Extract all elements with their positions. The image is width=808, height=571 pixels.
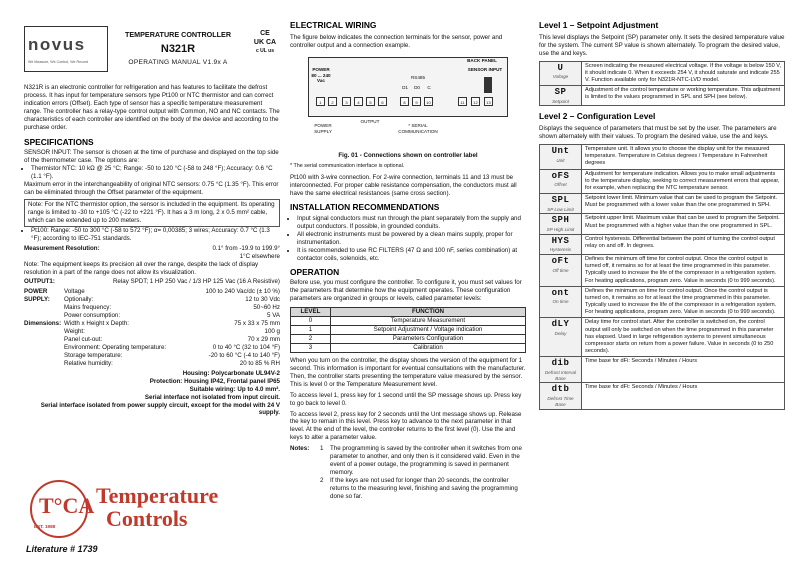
param-symbol: SPL [551,194,570,205]
param-desc: Temperature unit. It allows you to choose the display unit for the measured temperature. Temperature in Celsius degrees / Temperature in Fahrenheit degrees [582,145,785,169]
pt100-wiring-text: Pt100 with 3-wire connection. For 2-wire connection, terminals 11 and 13 must be interconnected. For proper cable resistance compensation, the conductors must all have the same electrical resistances (same cross section). [290,174,517,198]
brand-tagline: We Measure, We Control, We Record [28,60,89,64]
table-row [540,234,785,254]
dim-value: 20 to 85 % RH [239,359,280,367]
terminal: 11 [458,97,467,106]
param-name: Voltage [552,74,569,80]
level1-title: Level 1 – Setpoint Adjustment [539,20,659,30]
ntc-note: Note: For the NTC thermistor option, the sensor is included in the equipment. Its operating range is limited to -30 to +105 °C (-22 to +221 °F). It has a 3 m long, 2 x 0.5 mm² cable, which can be extended up to 200 meters. [28,201,275,224]
resolution-row [24,245,280,253]
level-cell: 1 [291,326,331,335]
power-supply-label: POWER SUPPLY [314,122,332,134]
param-symbol: oFt [551,256,570,267]
dim-value: 100 g [264,328,280,336]
fig-caption: Fig. 01 - Connections shown on controller label [338,151,478,159]
terminal: 2 [328,97,337,106]
dim-key: Relative humidity: [64,359,113,367]
function-cell: Temperature Measurement [331,317,526,326]
tca-company-name [96,484,218,530]
param-symbol-cell [540,214,582,234]
level2-text: Displays the sequence of parameters that must be set by the user. The parameters are shown alternately with their values. To program the desired value, use the and keys. [539,125,777,141]
output-value: Relay SPDT; 1 HP 250 Vac / 1/3 HP 125 Vac (16 A Resistive) [112,278,280,286]
terminal: 10 [424,97,433,106]
wiring-suit-text: Suitable wiring: Up to 4.0 mm². [189,385,280,393]
param-symbol-cell [540,234,582,254]
table-row [540,357,785,383]
param-desc: Time base for dFt: Seconds / Minutes / Hours [582,383,785,409]
dimensions-list [64,320,280,368]
note-text: If the keys are not used for longer than 20 seconds, the controller returns to the measuring level, finishing and saving the programming done so far. [330,477,518,500]
table-row [291,326,526,335]
param-desc: Adjustment for temperature indication. Allows you to make small adjustments to the temperature display, seeking to correct measurement errors that appear, for example, when replacing the NTC temperature sensor. [582,169,785,193]
param-symbol: SP [554,87,567,98]
param-desc: Defines the minimum on time for control output. Once the control output is turned on, it remains so for at least the time programmed in this parameter. Typically used to increase the life of the compressor in a refrigeration system. For heating applications, program zero. Value in seconds (0 to 999 seconds). [582,286,785,318]
dim-row [64,352,280,360]
power-value: 50~60 Hz [253,304,280,312]
param-symbol: oFS [551,170,570,181]
dim-value: -20 to 60 °C (-4 to 140 °F) [208,351,280,359]
power-row [64,312,280,320]
param-symbol: ont [551,287,570,298]
levels-table [290,307,526,353]
param-symbol-cell [540,318,582,357]
param-name: Defrost Time Base [547,395,574,407]
tca-name-line1: Temperature [96,483,219,508]
controller-title: TEMPERATURE CONTROLLER [124,30,232,39]
table-row [291,317,526,326]
terminal: 3 [342,97,351,106]
level-cell: 2 [291,335,331,344]
output-label: OUTPUT [360,118,380,124]
param-desc: Delay time for control start. After the controller is switched on, the control output will only be switched on when the time programmed in this parameter has elapsed. Used in large refrigeration systems to prevent simultaneous compressor starts on return from a power failure. Value in seconds (0 to 250 seconds). [582,318,785,357]
table-row [540,383,785,409]
dim-row [64,360,280,368]
power-value: 12 to 30 Vdc [245,296,280,304]
table-row [540,145,785,169]
dimensions-block [24,320,280,368]
terminal: 1 [316,97,325,106]
param-symbol-cell [540,286,582,318]
param-symbol: dLY [551,319,570,330]
param-desc: Adjustment of the control temperature or working temperature. This adjustment is limited to the values programmed in SPL and SPH (see below). [582,86,785,106]
param-desc: Time base for dFi: Seconds / Minutes / Hours [582,357,785,383]
param-name: Off time [552,267,569,273]
install-item: • All electronic instruments must be powered by a clean mains supply, proper for instrumentation. [297,231,526,247]
wiring-diagram [308,53,508,148]
param-symbol: dib [551,358,570,369]
manual-version: OPERATING MANUAL V1.9x A [128,59,228,67]
model-title: N321R [160,43,196,56]
table-row [540,61,785,85]
table-row [291,335,526,344]
power-key: Voltage [64,288,85,296]
terminal: 9 [412,97,421,106]
housing-block [24,370,280,418]
level2-title: Level 2 – Configuration Level [539,111,656,122]
table-row [540,214,785,234]
power-key: Mains frequency: [64,304,112,312]
param-desc: Setpoint upper limit. Maximum value that can be used to program the Setpoint. Must be programmed with a higher value than the one programmed in SPL. [582,214,785,234]
terminal: 13 [484,97,493,106]
note-item [320,477,526,501]
function-cell: Parameters Configuration [331,335,526,344]
sensor-icon [484,77,492,93]
function-cell: Calibration [331,343,526,352]
resolution-value-2: 1°C elsewhere [239,252,280,260]
param-symbol-cell [540,169,582,193]
power-list [64,288,280,320]
dim-row [64,344,280,352]
literature-number: Literature # 1739 [26,544,98,554]
ukca-mark: UK CA [253,39,277,47]
terminal: 4 [354,97,363,106]
protection-text: Protection: Housing IP42, Frontal panel IP65 [149,377,280,385]
ntc-note-box [24,199,280,227]
level2-table [539,144,785,410]
power-value: 5 VA [267,312,280,320]
housing-text: Housing: Polycarbonate UL94V-2 [182,369,280,377]
pt100-text: • Pt100: Range: -50 to 300 °C (-58 to 572 °F); α= 0,00385; 3 wires; Accuracy: 0.7 °C (1.3 °F); according to IEC-751 standards. [31,227,280,243]
note-number: 2 [320,477,324,485]
level1-access-text: To access level 1, press key for 1 second until the SP message shows up. Press key to go back to level 0. [290,391,522,407]
install-title: INSTALLATION RECOMMENDATIONS [290,202,440,213]
column-right [539,20,785,410]
tca-letters: T°CA [39,493,95,518]
operation-text: Before use, you must configure the controller. To configure it, you must set values for the parameters that determine how the equipment operates. These configuration parameters are organized in groups or levels, called parameter levels: [290,279,522,303]
level1-text: This level displays the Setpoint (SP) parameter only. It sets the desired temperature value for the system. The current SP value is shown alternately. To program the desired value, use the and keys. [539,33,785,57]
table-row [540,286,785,318]
param-name: Unit [556,157,565,163]
power-row [64,304,280,312]
resolution-label: Measurement Resolution: [24,244,100,252]
output-row [24,278,280,286]
serial-note-1: Serial interface not isolated from input circuit. [144,393,280,401]
power-row [64,296,280,304]
sensor-input-label: SENSOR INPUT [467,66,503,72]
power-key: Optionally: [64,296,94,304]
param-symbol-cell [540,255,582,287]
dim-row [64,336,280,344]
ul-mark: c UL us [256,47,274,54]
c-label: C [427,84,431,90]
notes-block [290,445,526,501]
sensor-input-text: SENSOR INPUT: The sensor is chosen at the time of purchase and displayed on the top side of the thermometer case. The options are: [24,149,279,165]
d1-label: D1 [402,84,408,90]
dim-value: 70 x 29 mm [247,336,280,343]
levels-head-level: LEVEL [291,308,331,317]
levels-header [291,308,526,317]
power-label: POWER SUPPLY: [24,288,50,304]
ntc-extra-text: Maximum error in the interchangeability of original NTC sensors: 0.75 °C (1.35 °F). This error can be eliminated through the Offset parameter of the equipment. [24,181,279,197]
param-desc: Setpoint lower limit. Minimum value that can be used to program the Setpoint. Must be programmed with a lower value than the one programmed in SPH. [582,193,785,213]
wiring-text: The figure below indicates the connection terminals for the sensor, power and controller output and a connection example. [290,33,503,49]
brand-name: novus [28,35,86,54]
tca-name-line2: Controls [106,506,188,532]
level1-table [539,61,785,107]
title-block [120,30,236,68]
table-row [540,193,785,213]
dim-key: Environment: Operating temperature: [64,343,167,351]
param-symbol-cell [540,86,582,106]
specs-title: SPECIFICATIONS [24,136,94,147]
param-name: Delay [554,330,567,336]
param-symbol: dtb [551,384,570,395]
rs485-label: RS485 [410,74,426,80]
novus-logo [24,26,108,72]
level-cell: 0 [291,317,331,326]
levels-head-function: FUNCTION [331,308,526,317]
param-name: SP Low Limit [547,206,574,212]
param-symbol-cell [540,61,582,85]
dimensions-label: Dimensions: [24,320,62,328]
certification-marks [250,30,280,54]
ntc-text: • Thermistor NTC: 10 kΩ @ 25 °C; Range: -50 to 120 °C (-58 to 248 °F); Accuracy: 0.6 °C (1.1 °F). [31,165,280,181]
param-name: On time [552,299,569,305]
tca-est: EST. 1988 [34,524,56,529]
intro-section [24,84,280,417]
param-name: Hysteresis [549,247,572,253]
install-item: • It is recommended to use RC FILTERS (47 Ω and 100 nF, series combination) at contactor coils, solenoids, etc. [297,247,526,263]
param-symbol: U [557,62,564,73]
param-symbol-cell [540,145,582,169]
serial-comm-label: * SERIAL COMMUNICATION [398,122,438,134]
param-name: SP High Limit [546,226,575,232]
power-block [24,288,280,320]
dim-key: Storage temperature: [64,351,123,359]
param-symbol-cell [540,357,582,383]
dim-key: Weight: [64,328,85,336]
terminal: 5 [366,97,375,106]
table-row [291,343,526,352]
param-symbol: HYS [551,235,570,246]
param-name: Setpoint [552,98,569,104]
note-text: The programming is saved by the controller when it switches from one parameter to another, and only then is it considered valid. Even in the event of a power outage, the programming is saved in permanent memory. [330,445,522,477]
terminal: 8 [400,97,409,106]
serial-note-2: Serial interface isolated from power supply circuit, except for the model with 24 V supply. [40,401,280,417]
power-value: 100 to 240 Vac/dc (± 10 %) [205,288,280,296]
wiring-title: ELECTRICAL WIRING [290,20,377,30]
tca-logo [24,480,280,554]
param-name: Offset [554,182,567,188]
terminal: 6 [378,97,387,106]
note-item [320,445,526,477]
operation-text-2: When you turn on the controller, the display shows the version of the equipment for 1 second. This information is important for eventual consultations with the manufacturer. Then, the controller starts presenting the temperature value measured by the sensor. This is level 0 or the Temperature Measurement level. [290,356,526,388]
back-panel-label: BACK PANEL [467,57,497,63]
operation-title: OPERATION [290,266,340,277]
dim-key: Width x Height x Depth: [64,320,129,328]
notes-label: Notes: [290,445,310,453]
table-row [540,255,785,287]
function-cell: Setpoint Adjustment / Voltage indication [331,326,526,335]
table-row [540,318,785,357]
param-desc: Defines the minimum off time for control output. Once the control output is turned off, it remains so for at least the time programmed in this parameter. Typically used to increase the life of the compressor in a refrigeration system. For heating applications, program zero. Value in seconds (0 to 999 seconds). [582,255,785,287]
dim-row [64,328,280,336]
power-label: POWER 80 ... 240 Vac [311,66,331,84]
param-symbol: Unt [551,146,570,157]
level-cell: 3 [291,343,331,352]
resolution-value: 0.1° from -19.9 to 199.9° [212,244,280,252]
resolution-note: Note: The equipment keeps its precision all over the range, despite the lack of display resolution in a part of the range does not allow its visualization. [24,260,259,276]
param-symbol-cell [540,383,582,409]
column-middle [290,20,526,501]
install-item: • Input signal conductors must run through the plant separately from the supply and output conductors. If possible, in grounded conduits. [297,215,526,231]
param-symbol: SPH [551,215,570,226]
output-label: OUTPUT1: [24,278,55,286]
table-row [540,86,785,106]
param-desc: Screen indicating the measured electrical voltage. If the voltage is below 150 V, it should indicate 0. When it exceeds 254 V, it should saturate and indicate 255 V. Function available only for N321R-NTC-LVD model. [582,61,785,85]
power-key: Power consumption: [64,312,121,320]
param-name: Defrost Interval Base [544,369,577,381]
dim-key: Panel cut-out: [64,336,103,343]
intro-text: N321R is an electronic controller for refrigeration and has features to facilitate the defrost process. It has input for temperature sensors type Pt100 or NTC thermistor and can correct indication errors (Offset). Each type of sensor has a specific temperature measurement range. The controller has a relay-type control output with Common, NO and NC contacts. The characteristics of each controller are identified on the body of the device and according to the purchase order. [24,84,280,131]
param-symbol-cell [540,193,582,213]
table-row [540,169,785,193]
fig-note: * The serial communication interface is optional. [290,162,405,169]
param-desc: Control hysteresis. Differential between the point of turning the control output relay on and off. In degrees. [582,234,785,254]
ce-mark: CE [260,30,270,37]
notes-list [320,445,526,501]
note-number: 1 [320,445,324,453]
install-list [290,215,526,263]
terminal: 12 [471,97,480,106]
power-row [64,288,280,296]
dim-value: 75 x 33 x 75 mm [234,320,280,328]
dim-row [64,320,280,328]
dim-value: 0 to 40 °C (32 to 104 °F) [212,343,280,351]
level2-access-text: To access level 2, press key for 2 seconds until the Unt message shows up. Release the key to remain in this level. Press key to advance to the next parameter in that level. At the end of the level, the controller returns to the first level (0). Use the and keys to alter a parameter value. [290,410,522,442]
d0-label: D0 [414,84,420,90]
